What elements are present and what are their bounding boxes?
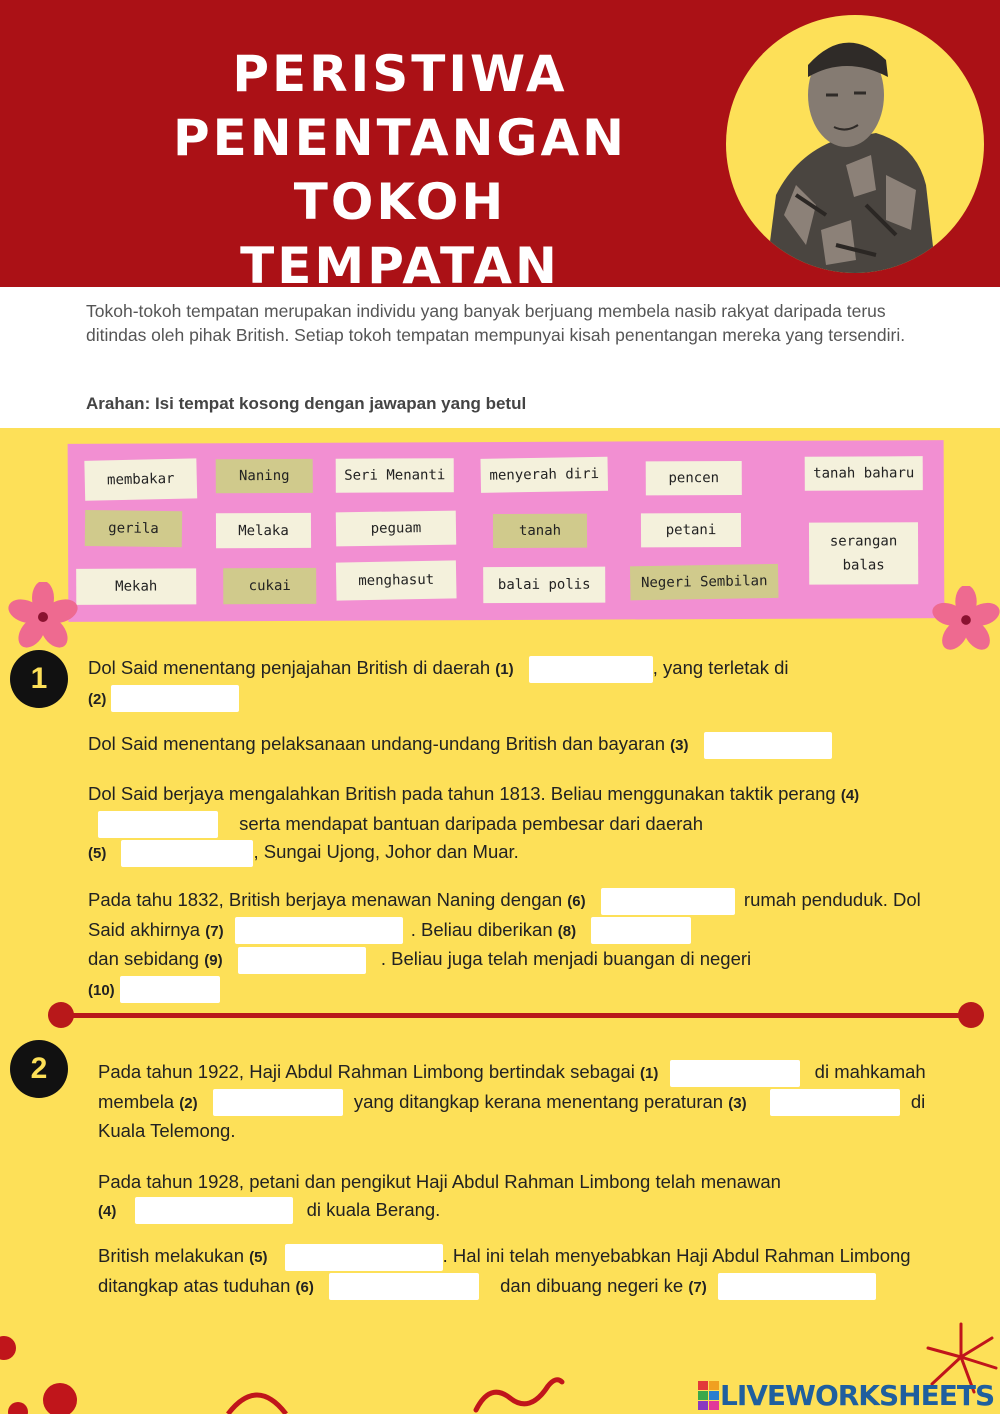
- s2-blank-label-7: (7): [688, 1278, 707, 1296]
- s2-paragraph-1: [98, 1058, 928, 1145]
- s2-answer-7[interactable]: [718, 1273, 876, 1300]
- header-banner: [0, 0, 1000, 287]
- page-title: [70, 42, 730, 287]
- s1-blank-label-6: (6): [567, 893, 586, 910]
- decorative-arc-icon: [222, 1384, 292, 1414]
- s1-text: rumah penduduk. Dol Said akhirnya: [88, 889, 921, 940]
- s2-text: di mahkamah membela: [98, 1061, 926, 1112]
- s1-answer-7[interactable]: [235, 917, 403, 944]
- s1-blank-label-9: (9): [204, 952, 223, 969]
- s1-text: Dol Said menentang penjajahan British di daerah: [88, 657, 491, 678]
- word-bank: [68, 440, 945, 622]
- title-line-2: PENENTANGAN TOKOH: [173, 109, 627, 231]
- s2-answer-2[interactable]: [213, 1089, 343, 1116]
- s2-blank-label-2: (2): [179, 1094, 198, 1112]
- title-line-1: PERISTIWA: [232, 45, 568, 103]
- instruction-text: Arahan: Isi tempat kosong dengan jawapan yang betul: [86, 394, 527, 413]
- s1-answer-5[interactable]: [121, 840, 253, 867]
- s2-blank-label-4: (4): [98, 1202, 117, 1220]
- s1-blank-label-7: (7): [205, 922, 224, 940]
- s2-text: British melakukan: [98, 1245, 245, 1266]
- word-tile[interactable]: cukai: [223, 568, 316, 604]
- s2-answer-5[interactable]: [285, 1244, 443, 1271]
- s2-text: Pada tahun 1928, petani dan pengikut Haji Abdul Rahman Limbong telah menawan: [98, 1171, 781, 1192]
- word-tile[interactable]: peguam: [336, 511, 456, 547]
- word-tile[interactable]: pencen: [646, 461, 742, 495]
- flower-left-icon: [8, 582, 78, 652]
- s1-text: Dol Said berjaya mengalahkan British pada tahun 1813. Beliau menggunakan taktik perang: [88, 783, 836, 804]
- s1-text: Pada tahu 1832, British berjaya menawan Naning dengan: [88, 889, 563, 910]
- word-tile[interactable]: membakar: [84, 458, 197, 500]
- decorative-dots-icon: [0, 1330, 90, 1414]
- brand-footer: [698, 1379, 994, 1412]
- s1-answer-2[interactable]: [111, 685, 239, 712]
- brand-name[interactable]: LIVEWORKSHEETS: [720, 1379, 995, 1412]
- word-tile[interactable]: petani: [641, 513, 741, 547]
- s2-answer-1[interactable]: [670, 1060, 800, 1087]
- word-tile[interactable]: Negeri Sembilan: [630, 564, 779, 600]
- flower-right-icon: [932, 586, 1000, 654]
- word-tile[interactable]: tanah baharu: [805, 456, 923, 491]
- s1-text: Dol Said menentang pelaksanaan undang-undang British dan bayaran: [88, 733, 666, 754]
- s1-answer-10[interactable]: [120, 976, 220, 1003]
- elderly-man-portrait-icon: [726, 15, 984, 273]
- section-divider: [58, 1013, 974, 1018]
- word-tile[interactable]: gerila: [85, 510, 182, 547]
- s2-blank-label-6: (6): [295, 1278, 314, 1296]
- s1-text: serta mendapat bantuan daripada pembesar dari daerah: [239, 812, 703, 834]
- s2-text: yang ditangkap kerana menentang peraturan: [353, 1090, 724, 1112]
- s1-blank-label-4: (4): [840, 787, 860, 804]
- s1-paragraph-3: [88, 780, 928, 868]
- word-tile[interactable]: menyerah diri: [480, 457, 608, 493]
- s2-answer-3[interactable]: [770, 1089, 900, 1116]
- s1-text: . Beliau diberikan: [410, 918, 553, 940]
- liveworksheets-logo-icon: [698, 1381, 720, 1411]
- s1-answer-8[interactable]: [591, 917, 691, 944]
- s2-text: dan dibuang negeri ke: [500, 1274, 684, 1296]
- s1-paragraph-2: [88, 730, 958, 760]
- s2-blank-label-5: (5): [249, 1249, 268, 1266]
- s1-text: , Sungai Ujong, Johor dan Muar.: [253, 841, 519, 863]
- s2-paragraph-2: [98, 1168, 938, 1225]
- s1-paragraph-4: [88, 886, 938, 1004]
- decorative-squiggle-icon: [470, 1374, 570, 1414]
- s1-blank-label-3: (3): [670, 737, 689, 754]
- s2-blank-label-1: (1): [640, 1065, 659, 1082]
- s1-blank-label-8: (8): [557, 922, 577, 940]
- word-tile[interactable]: balai polis: [483, 567, 605, 604]
- word-tile[interactable]: Naning: [216, 459, 313, 493]
- section-number-2: 2: [10, 1040, 68, 1098]
- s2-text: di kuala Berang.: [306, 1198, 441, 1220]
- s1-text: . Beliau juga telah menjadi buangan di negeri: [380, 948, 752, 969]
- s1-answer-9[interactable]: [238, 947, 366, 974]
- title-line-3: TEMPATAN: [240, 237, 560, 287]
- s1-blank-label-1: (1): [495, 661, 514, 678]
- s2-blank-label-3: (3): [728, 1094, 747, 1112]
- word-tile[interactable]: Mekah: [76, 568, 196, 605]
- section-number-1: 1: [10, 650, 68, 708]
- s1-blank-label-5: (5): [88, 845, 107, 863]
- s1-answer-1[interactable]: [529, 656, 653, 683]
- s1-paragraph-1: [88, 654, 928, 713]
- s1-answer-3[interactable]: [704, 732, 832, 759]
- s2-text: Pada tahun 1922, Haji Abdul Rahman Limbong bertindak sebagai: [98, 1061, 635, 1082]
- s1-text: , yang terletak di: [652, 657, 789, 678]
- word-tile[interactable]: tanah: [493, 514, 587, 548]
- s2-answer-6[interactable]: [329, 1273, 479, 1300]
- s2-answer-4[interactable]: [135, 1197, 293, 1224]
- s2-paragraph-3: [98, 1242, 928, 1301]
- s1-text: dan sebidang: [88, 948, 200, 969]
- s1-blank-label-2: (2): [88, 690, 107, 708]
- s1-answer-4[interactable]: [98, 811, 218, 838]
- divider-dot-right: [958, 1002, 984, 1028]
- word-tile[interactable]: serangan balas: [809, 522, 918, 584]
- portrait-circle: [726, 15, 984, 273]
- s1-blank-label-10: (10): [88, 981, 115, 999]
- s2-text: . Hal ini telah menyebabkan Haji Abdul Rahman Limbong ditangkap atas tuduhan: [98, 1245, 911, 1296]
- s1-answer-6[interactable]: [601, 888, 735, 915]
- s2-text: di Kuala Telemong.: [98, 1090, 926, 1141]
- intro-section: [0, 287, 1000, 428]
- word-tile[interactable]: Melaka: [216, 513, 311, 548]
- word-tile[interactable]: Seri Menanti: [336, 458, 454, 493]
- intro-text: Tokoh-tokoh tempatan merupakan individu yang banyak berjuang membela nasib rakyat daripada terus ditindas oleh pihak British. Setiap tokoh tempatan mempunyai kisah penentangan mereka yang tersendiri.: [86, 301, 906, 345]
- word-tile[interactable]: menghasut: [336, 560, 457, 600]
